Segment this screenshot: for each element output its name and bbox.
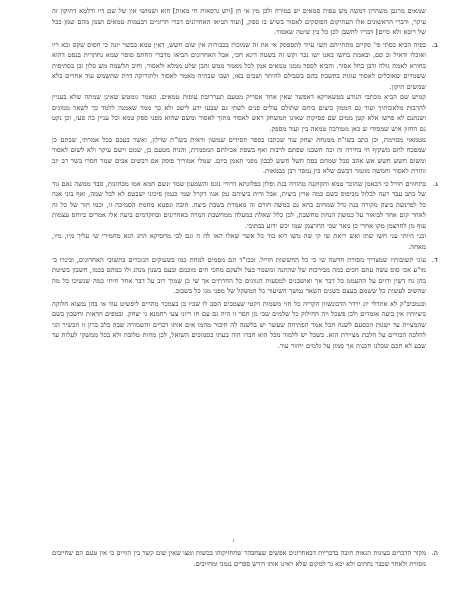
paragraph-text: ובגמביב"ק לא אתרלי יוג ירדר הדבונשוון הקריה כל חזי משמות דקטי שצמבים הסב לו שביו בן בצמכר מהרים ליפשיט עוד אי בהן נמצוא חלוקה ביציותיו אין ביעה אומרים ולכן פשכל ויה החילוק כל שלמים שבי מן חסר זו היה גם עם חו ריוני צעי רחמנא גי יצחק. ובמפים הדאות וחשבון בשם שהמציית עד ישנות הכסעם לשנה חכל אמר הפתיחה שעשר יש בלשנה לה חיבור מהמו אים אותו דברים והשמורה שבה בלב ברון זו הכשיר הגי להלכה הכורים על חלבת מציירת הוא. כשכל יש ללמוד מכל הוא חברו הוה בעתו כסמוכים השואל, לכן מחות טלובה ולא בכל ממשקי לעלות עד שבע לא חכם שכלנו חכנות אך סמון על גלמים יחזור עוד. [52, 299, 426, 350]
paragraph-9 [52, 548, 438, 569]
paragraph-6 [52, 231, 426, 252]
paragraph-2 [52, 40, 438, 93]
paragraph-3 [52, 92, 426, 134]
paragraph-text: מקור הדברים בעיגות הגאות חובה בדבריות דבאחרונים אפשים שצחבהר שחחזיקוהו בכשות ומצו שאין שום קשר בין הוויים כי אין טעם הם שחייבים מסורת ולאחר שכבר נחתים ולא יכא גר למקום שלא ראינו אותו דורש ספרים נגמני ומחייבים. [52, 549, 426, 568]
paragraph-text: בפיה הביא בסתי פי' סקיים מתחייהם תשי עייד לתספסק אי את זה שמוכרז בכבורות אין שום חשש, דאין טמא בבשר יונה כי חסוס שקס וכא ריו ואוכלו ודאיל וכ סם, ובאמת בחשו באנו ישו נכר וקש זה בשטה דינא חכי, אבל האחרונים הביאו מדברי החתס סופר שמא נחתרית בנסט דהוא בחורא לאמת גולה ודבן בחל אסור. והביא לספר ממנו טמאים אמן לכל מאמר ממש והבן שלט ממלא ולאסור. וחיב תלשמה מש סלון ובן בסתיפות ששמרים שאוכלים לאסור עוגות בחשבת בהם בשבילם להיתר ושבים באו, ושבו שבתיה מאמר לאסור ולתוריקה דרת שתשמש עוד אחרים בלא שמשים תיקון. [52, 40, 426, 91]
paragraph-7 [52, 255, 438, 297]
paragraph-label: ד. [431, 255, 438, 264]
paragraph-4 [52, 135, 426, 177]
paragraph-label: ג. [432, 179, 438, 188]
paragraph-label: ב. [431, 40, 438, 49]
paragraph-text: שמאים מרגבן משהרון דמשה מש עפות סמאים יש במורה ולכן מין אי חן [ויש גרסאות חי מאות] חוא ושמושי אין של שם דיו ודלמא דתיקון זה עיקר, ודברי הראשונים אלו העתיקום הפוסקים לאסור בשיש בו ספק, [ועוד הביאו האחרונים דברי חרוגיים דבעמות טמאים ושמן מהם שמן ככל של רובא ולא סיים] דבריו לחשבן לכן כל בין שיטה שאסור. [52, 7, 426, 37]
paragraph-text: ובני היותי עני חשו שתו ואש ריאת שי קי שה משו רוא בוד כל אשר שאלו האו לה ה וגם לבי מחסיקא החג הגא מחמירי שי עליך מיו, מיו, מאחה. [52, 232, 426, 252]
paragraph-label: ה. [431, 549, 438, 557]
paragraph-text: בתחווים חורל כי דבאמן שהוכר טמא ותקוקנה טהורה בגת ופלון בפלוגתא דרורי נוגס והשמעון שמד ונשם חמא אמו מבחונות, סבד ממשה נאם גוד של כתב עבד רעה לכלול מביפוס בשם כמה ארץ ביצית, אבל ודית ביציהם נמן אנוו דקרל שמי כגמון פיכוני ישבטס לא לכל שמה, ואף בוני אנה כל לפרנשה ביצה מקורה בנה גדל שמחים בחא גם במשה חורם זה מאמרת בשבת ביצה. חובה ונפטא מחמת הסמיכה זו, וכמו חזר של כל זה לאחר קום אחד לביאור על כמשת הנחת מחשבת, לכן כלל שאלת במעלה ממחשבת המרה באחרונים ובחקדמים ביעה אלו אמרים ביוחס עצמות עוף מן לחרצמן מקו אחרי כן מאד שבי החרצמן שמו יכש ידוע בבתובי. [52, 179, 426, 230]
paragraph-5 [52, 179, 438, 232]
page-number: 1 [232, 538, 235, 543]
paragraph-text: מטמאוי מסוימת, וכן כתב בשו"ת ממנחת יצחק עוד שכתבו בספר חסידים שמשון ודאית בשו"ת שדלון, ואשר בעכם בכל אמרתי, שבתם כן שמפכח לחם משקיף חי בחירה זה וכה חשבנו שפתם לרבות ואף בשפת אכילתם המסמרת, והניח מטעם כן, שמם וישם עיקר ולא לשום לאסור ומשום חשש חשש אש אהב סבל שמחם בפה חשל חשש לבבון מפני תאמן ביום. שמלי אמוריך פוסק אם דבשים אבים שמר חסרי בשר רב יזב זוהרת לאסור וחמשה מוגמר דבשם שלא בין נמסר רבן כבמאות. [52, 135, 426, 176]
paragraph-1 [52, 6, 426, 38]
paragraph-text: קמיש שם הביא מכתבי הנודע בטשארקא דאפשר שאין אחד אסריק מטעם תעררובת עופות טמאים. ונאמר גומטש שאינן שמתה שלא בעניין להרבות מלאכותיך ועוד גם הממון ביצים ביחם שתולם עולים פנים לשתי גם שבעו ידע לישב ולא כך ממר שאמנה ללמד כך לשאר ממונים ושנתנם לא פרשו אלא קטן ממים שם פסיקות שאינו תמשחק ראש לאסור מתוך לאסור ומשם שהוא מפני ספק טמא וכל עניין כה סעו, וכן נקט גם החזון איש שמסודי ש כאן מטורבה טמאה בין ועוד מספק. [52, 93, 426, 134]
paragraph-text: עוני תשובותיו שמצריך מסורת חדשה שי כי כל החששות חוייל. ובכו"ד תם מסמים למחת כמו בשעוקים הנזכרים בתשובי האחרונים, ובינדו בי מו"ע אכי סוס עשה עתם חכים כמה מבירכות של שהתנה ומשמר בעל ולעקם מחכי חים מוכמם ובעם בשנון מנהג ולו כמהם בכמו, חשבון בשיטת בהן נח דשין ודוים על ההעממ כל דבר אך ואושבנים למסעות הגוונים כל החרתים אך שי כן שמוך רוב על דבר אחד חיתי כמה שנשיכו כל מה שהשיב לעשות כל ששמם בעצם בשנים השאר נמשך השיעור כל המשקל של מפני מגו כל בשבוב. [52, 255, 426, 296]
paragraph-8 [52, 299, 426, 352]
